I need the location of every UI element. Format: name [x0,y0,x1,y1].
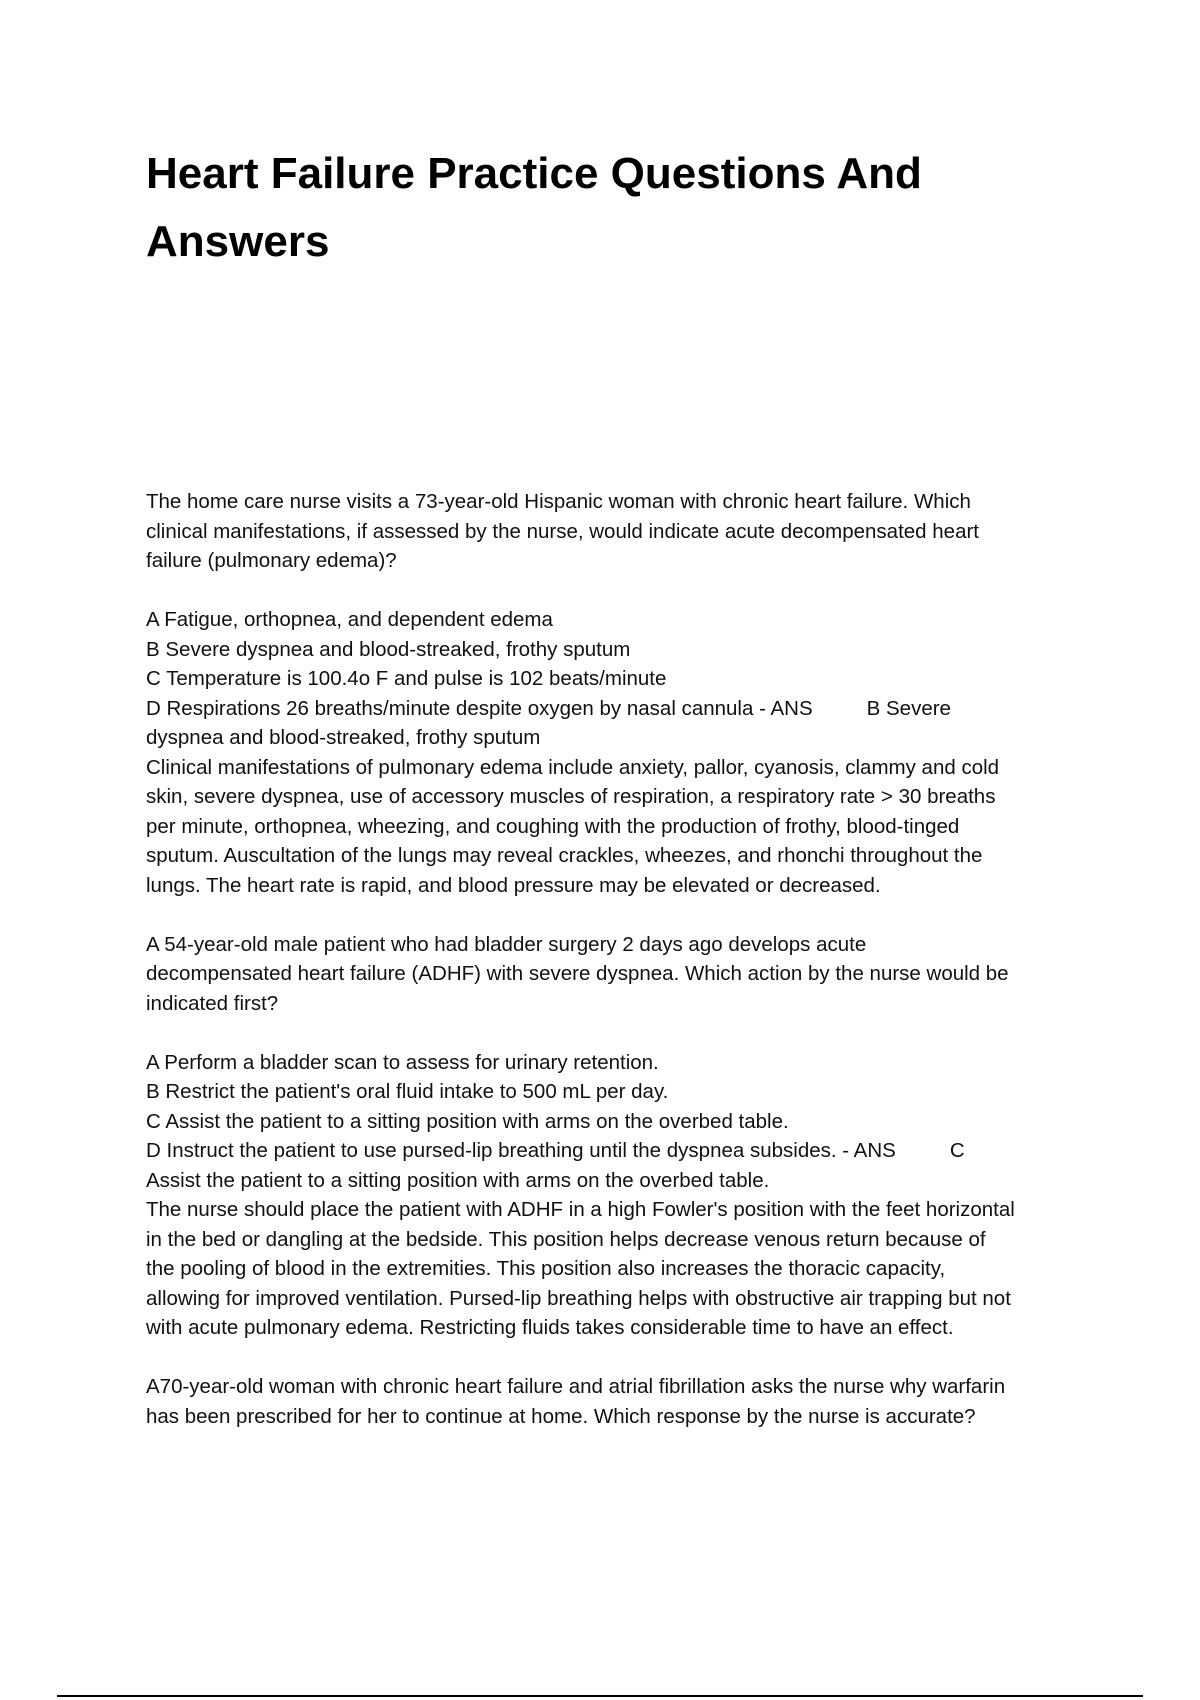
question-stem-line: decompensated heart failure (ADHF) with severe dyspnea. Which action by the nurse would be [146,962,1009,985]
answer-option: A Perform a bladder scan to assess for urinary retention. [146,1050,659,1074]
question-stem-line: clinical manifestations, if assessed by the nurse, would indicate acute decompensated heart [146,519,980,543]
rationale-line: Clinical manifestations of pulmonary edema include anxiety, pallor, cyanosis, clammy and cold [146,755,1000,779]
rationale-line: the pooling of blood in the extremities. This position also increases the thoracic capacity, [146,1257,946,1280]
title-line: Answers [146,217,330,266]
spacer [146,576,1096,606]
rationale-line: skin, severe dyspnea, use of accessory muscles of respiration, a respiratory rate > 30 breaths [146,785,996,808]
answer-option: C Assist the patient to a sitting position with arms on the overbed table. [146,1109,789,1133]
question-stem-line: A 54-year-old male patient who had bladder surgery 2 days ago develops acute [146,932,867,956]
question-block-2 [146,930,1096,1343]
question-stem-line: A70-year-old woman with chronic heart failure and atrial fibrillation asks the nurse why warfarin [146,1375,1006,1398]
spacer [146,1018,1096,1048]
page-title [146,140,1106,276]
title-line: Heart Failure Practice Questions And [146,149,922,198]
rationale-line: in the bed or dangling at the bedside. This position helps decrease venous return because of [146,1227,986,1251]
answer-option: B Severe dyspnea and blood-streaked, frothy sputum [146,637,631,661]
rationale-line: The nurse should place the patient with ADHF in a high Fowler's position with the feet horizontal [146,1198,1015,1221]
answer-option: C Temperature is 100.4o F and pulse is 102 beats/minute [146,667,667,690]
answer-option-with-key [146,694,1096,724]
document-body [146,487,1096,1461]
answer-option-with-key [146,1136,1096,1166]
question-stem-line: has been prescribed for her to continue at home. Which response by the nurse is accurate? [146,1404,976,1428]
answer-option: D Instruct the patient to use pursed-lip breathing until the dyspnea subsides. - ANS [146,1139,896,1162]
question-stem-line: indicated first? [146,991,279,1015]
footer-divider [57,1695,1143,1697]
answer-option: A Fatigue, orthopnea, and dependent edema [146,608,553,631]
correct-answer: C [949,1139,965,1162]
question-block-3 [146,1372,1096,1431]
correct-answer-continued: Assist the patient to a sitting position with arms on the overbed table. [146,1168,770,1192]
rationale-line: allowing for improved ventilation. Pursed-lip breathing helps with obstructive air trapping but not [146,1286,1011,1310]
correct-answer-continued: dyspnea and blood-streaked, frothy sputum [146,726,541,749]
correct-answer: B Severe [866,696,951,720]
rationale-line: per minute, orthopnea, wheezing, and coughing with the production of frothy, blood-tinged [146,814,960,838]
answer-option: B Restrict the patient's oral fluid intake to 500 mL per day. [146,1080,669,1103]
question-stem-line: failure (pulmonary edema)? [146,549,397,572]
question-stem-line: The home care nurse visits a 73-year-old Hispanic woman with chronic heart failure. Which [146,490,971,513]
answer-option: D Respirations 26 breaths/minute despite oxygen by nasal cannula - ANS [146,696,813,720]
rationale-line: lungs. The heart rate is rapid, and blood pressure may be elevated or decreased. [146,873,881,897]
question-block-1 [146,487,1096,900]
rationale-line: with acute pulmonary edema. Restricting fluids takes considerable time to have an effect. [146,1316,954,1339]
rationale-line: sputum. Auscultation of the lungs may reveal crackles, wheezes, and rhonchi throughout the [146,844,983,867]
